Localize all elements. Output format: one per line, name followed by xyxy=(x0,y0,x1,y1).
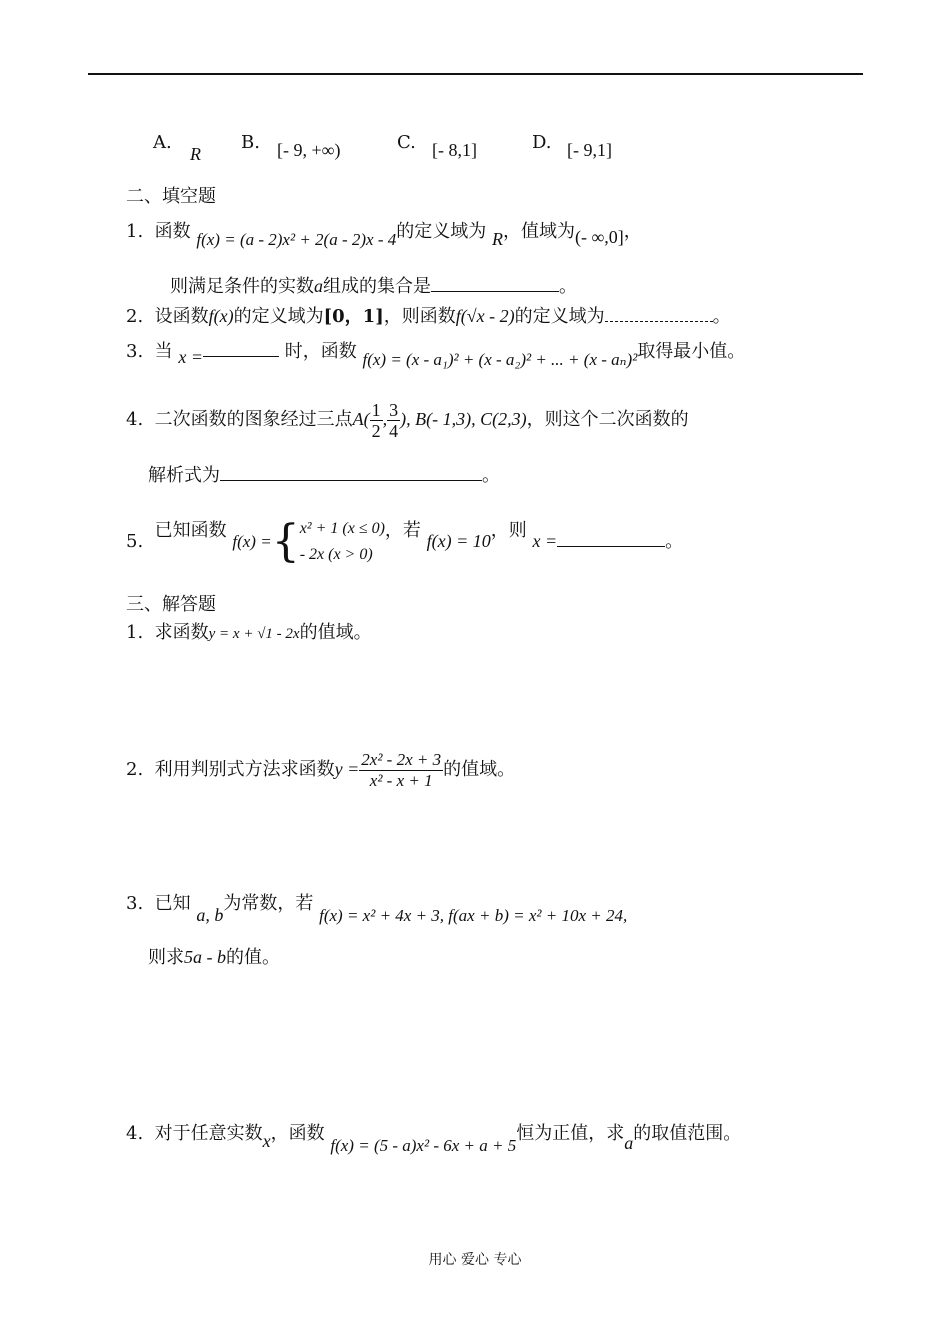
q2-end: 。 xyxy=(712,306,731,327)
header-rule xyxy=(88,73,863,75)
fill-q3 xyxy=(126,340,746,369)
q1-line2b-text: 组成的集合是 xyxy=(323,276,431,297)
p4-number: 4. xyxy=(126,1123,144,1144)
q4-answer-blank[interactable] xyxy=(220,480,482,481)
section2-title: 二、填空题 xyxy=(126,186,216,207)
q4-line2-text: 解析式为 xyxy=(148,465,220,486)
q4-frac-three-quarters xyxy=(387,400,400,441)
p4-text: 对于任意实数 xyxy=(154,1123,263,1144)
q5-answer-blank[interactable] xyxy=(557,546,665,547)
p2-text: 利用判别式方法求函数 xyxy=(154,759,335,780)
p2-denominator: x² - x + 1 xyxy=(369,770,433,790)
q5-brace: { xyxy=(271,516,300,567)
solve-p2 xyxy=(126,746,515,793)
p3-text3: 的值。 xyxy=(226,947,280,968)
q5-text-if: ，若 xyxy=(384,520,421,541)
q5-text: 已知函数 xyxy=(154,520,227,541)
q2-answer-blank[interactable] xyxy=(605,321,713,322)
q3-var-x: x = xyxy=(178,347,204,367)
p4-function: f(x) = (5 - a)x² - 6x + a + 5 xyxy=(330,1136,517,1155)
p3-text2: 为常数，若 xyxy=(223,893,314,914)
solve-p1 xyxy=(126,622,372,645)
q4-frac-half xyxy=(370,400,383,441)
q1-end: 。 xyxy=(559,276,577,297)
fill-q5 xyxy=(126,513,683,570)
q3-text: 当 xyxy=(154,341,173,362)
q4-frac1-den: 2 xyxy=(371,420,381,441)
solve-p4 xyxy=(126,1122,742,1155)
q1-text-domain: 的定义域为 xyxy=(396,221,487,242)
fill-q2 xyxy=(126,305,731,328)
q5-number: 5. xyxy=(126,531,144,552)
option-b-label: B. xyxy=(241,132,260,153)
q3-function: f(x) = (x - a₁)² + (x - a₂)² + ... + (x - aₙ)² xyxy=(362,350,638,369)
q3-answer-blank[interactable] xyxy=(203,356,279,357)
p3-functions: f(x) = x² + 4x + 3, f(ax + b) = x² + 10x + 24, xyxy=(319,906,628,925)
q4-point-a: A( xyxy=(352,409,370,429)
p2-numerator: 2x² - 2x + 3 xyxy=(361,749,442,769)
p3-number: 3. xyxy=(126,893,144,914)
q5-function: f(x) = xyxy=(232,532,272,551)
p2-number: 2. xyxy=(126,759,144,780)
q1-var-a: a xyxy=(314,276,323,296)
q2-composite: f(√x - 2) xyxy=(455,306,515,326)
q2-domain: [0，1] xyxy=(323,306,384,327)
q1-number: 1. xyxy=(126,221,144,242)
q4-frac2-num: 3 xyxy=(389,399,399,420)
p4-text2: ，函数 xyxy=(270,1123,325,1144)
q4-text2: ，则这个二次函数的 xyxy=(526,409,689,430)
option-d-label: D. xyxy=(532,132,552,153)
p4-text3: 恒为正值，求 xyxy=(516,1123,625,1144)
q2-text: 设函数 xyxy=(154,306,209,327)
option-d-value: [- 9,1] xyxy=(567,140,612,160)
q5-equation: f(x) = 10 xyxy=(426,531,491,551)
p4-var-a: a xyxy=(624,1133,634,1153)
q1-line2-text: 则满足条件的实数 xyxy=(170,276,314,297)
solve-p3 xyxy=(126,892,628,925)
q5-cases xyxy=(300,516,385,568)
q3-text-function: 时，函数 xyxy=(284,341,357,362)
q4-frac1-num: 1 xyxy=(371,399,381,420)
section3-title: 三、解答题 xyxy=(126,594,216,615)
q4-points-bc: ), B(- 1,3), C(2,3) xyxy=(400,409,527,429)
page-footer: 用心 爱心 专心 xyxy=(428,1252,522,1268)
q2-text-then: ，则函数 xyxy=(383,306,456,327)
p1-text: 求函数 xyxy=(154,622,209,643)
q4-text: 二次函数的图象经过三点 xyxy=(154,409,353,430)
p2-fraction xyxy=(359,750,443,791)
p3-expression: 5a - b xyxy=(184,947,226,967)
q4-number: 4. xyxy=(126,409,144,430)
q5-text-then: ，则 xyxy=(490,520,527,541)
p1-text2: 的值域。 xyxy=(299,622,372,643)
q3-number: 3. xyxy=(126,341,144,362)
p3-line2-text: 则求 xyxy=(148,947,184,968)
option-c-label: C. xyxy=(397,132,416,153)
p2-var-y: y = xyxy=(334,759,360,779)
q5-var-x: x = xyxy=(532,531,558,551)
fill-q1-line2 xyxy=(170,275,577,298)
q4-end: 。 xyxy=(482,465,500,486)
fill-q1 xyxy=(126,220,642,249)
p2-text2: 的值域。 xyxy=(443,759,516,780)
p1-number: 1. xyxy=(126,622,144,643)
q1-text: 函数 xyxy=(154,221,191,242)
q3-text-min: 取得最小值。 xyxy=(637,341,746,362)
option-a-label: A. xyxy=(153,132,172,153)
p1-function: y = x + √1 - 2x xyxy=(208,626,300,642)
q5-case1: x² + 1 (x ≤ 0) xyxy=(299,520,385,537)
p4-text4: 的取值范围。 xyxy=(633,1123,742,1144)
q1-range: (- ∞,0] xyxy=(574,227,624,247)
q5-case2: - 2x (x > 0) xyxy=(299,546,373,563)
p3-constants: a, b xyxy=(196,905,224,925)
q1-function: f(x) = (a - 2)x² + 2(a - 2)x - 4 xyxy=(196,230,397,249)
solve-p3-line2 xyxy=(148,946,280,969)
q1-answer-blank[interactable] xyxy=(431,291,559,292)
fill-q4: 4. 二次函数的图象经过三点A( $\frac{1}{2}$ , $\frac{3}{4}$ ), B(- 1,3), C(2,3)，则这个二次函数的 xyxy=(126,399,689,441)
q2-function: f(x) xyxy=(208,306,234,326)
p4-var-x: x xyxy=(262,1131,271,1151)
q1-domain: R xyxy=(491,229,503,249)
q1-text-range: ，值域为 xyxy=(502,221,575,242)
option-b-value: [- 9, +∞) xyxy=(277,140,341,160)
fill-q4-line2 xyxy=(148,465,500,487)
option-c-value: [- 8,1] xyxy=(432,140,477,160)
q2-number: 2. xyxy=(126,306,144,327)
q2-text-domain: 的定义域为 xyxy=(233,306,324,327)
q4-frac2-den: 4 xyxy=(389,420,399,441)
q2-text-domain2: 的定义域为 xyxy=(514,306,605,327)
option-a-value: R xyxy=(190,144,201,164)
q5-end: 。 xyxy=(665,531,684,552)
q1-comma: ， xyxy=(623,221,642,242)
p3-text: 已知 xyxy=(154,893,191,914)
